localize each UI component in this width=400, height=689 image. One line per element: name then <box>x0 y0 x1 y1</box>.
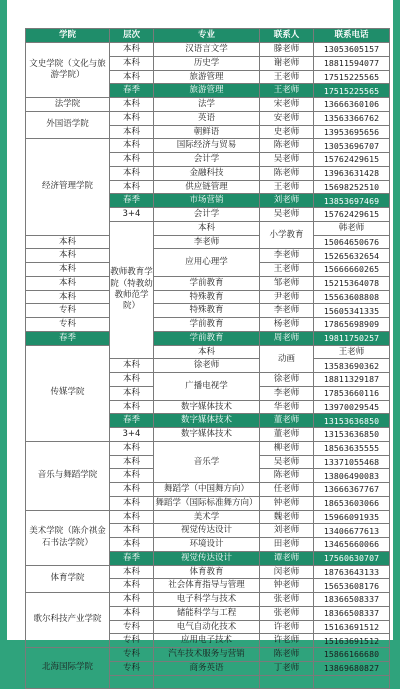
phone-cell: 13963631428 <box>314 166 390 180</box>
phone-cell: 13869680827 <box>314 661 390 675</box>
phone-cell: 18563635555 <box>314 441 390 455</box>
phone-cell: 17560630707 <box>314 551 390 565</box>
level-cell: 专科 <box>110 620 154 634</box>
major-cell: 汽车技术服务与营销 <box>154 648 260 662</box>
contact-cell: 华老师 <box>260 400 314 414</box>
major-cell: 特殊教育 <box>154 290 260 304</box>
major-cell: 会计学 <box>154 153 260 167</box>
phone-cell: 17853660116 <box>314 386 390 400</box>
phone-cell: 13371055468 <box>314 455 390 469</box>
major-cell: 舞蹈学（国际标准舞方向） <box>154 496 260 510</box>
college-cell: 经济管理学院 <box>26 139 110 235</box>
header-phone: 联系电话 <box>314 29 390 43</box>
phone-cell: 15653608176 <box>314 579 390 593</box>
level-cell: 本科 <box>110 125 154 139</box>
contact-cell: 魏老师 <box>260 510 314 524</box>
contact-cell: 王老师 <box>260 180 314 194</box>
major-cell: 舞蹈学（中国舞方向） <box>154 483 260 497</box>
header-contact: 联系人 <box>260 29 314 43</box>
level-cell: 本科 <box>110 386 154 400</box>
contact-cell: 柳老师 <box>260 441 314 455</box>
contact-cell: 董老师 <box>260 414 314 428</box>
table-row <box>26 648 390 662</box>
level-cell: 本科 <box>26 249 110 263</box>
major-cell: 数字媒体技术 <box>154 414 260 428</box>
phone-cell: 15666660265 <box>314 263 390 277</box>
level-cell: 本科 <box>110 166 154 180</box>
table-row <box>26 510 390 524</box>
contact-cell: 陈老师 <box>260 648 314 662</box>
level-cell: 本科 <box>110 56 154 70</box>
college-cell: 体育学院 <box>26 565 110 593</box>
contact-cell: 李老师 <box>154 235 260 249</box>
contact-cell: 钟老师 <box>260 579 314 593</box>
contact-cell: 徐老师 <box>260 373 314 387</box>
major-cell: 美术学 <box>154 510 260 524</box>
contact-cell: 闵老师 <box>260 565 314 579</box>
level-cell: 专科 <box>26 304 110 318</box>
level-cell: 本科 <box>26 263 110 277</box>
major-cell: 商务英语 <box>154 661 260 675</box>
header-major: 专业 <box>154 29 260 43</box>
table-row-spring <box>26 331 390 345</box>
contact-cell: 董老师 <box>260 428 314 442</box>
level-cell: 本科 <box>110 70 154 84</box>
level-cell: 本科 <box>110 400 154 414</box>
major-cell: 会计学 <box>154 208 260 222</box>
major-cell: 电气自动化技术 <box>154 620 260 634</box>
phone-cell: 13806490083 <box>314 469 390 483</box>
phone-cell: 15064650676 <box>314 235 390 249</box>
phone-cell: 15265632654 <box>314 249 390 263</box>
phone-cell: 13666367767 <box>314 483 390 497</box>
level-cell: 本科 <box>154 221 260 235</box>
contact-cell: 吴老师 <box>260 153 314 167</box>
major-cell: 电子科学与技术 <box>154 593 260 607</box>
phone-cell: 15966091935 <box>314 510 390 524</box>
level-cell: 本科 <box>110 359 154 373</box>
contact-cell: 王老师 <box>260 84 314 98</box>
phone-cell: 17515225565 <box>314 84 390 98</box>
phone-cell: 18763643133 <box>314 565 390 579</box>
phone-cell: 15563608808 <box>314 290 390 304</box>
major-cell: 应用电子技术 <box>154 634 260 648</box>
level-cell: 本科 <box>110 469 154 483</box>
level-cell: 专科 <box>26 318 110 332</box>
contact-cell: 王老师 <box>314 345 390 359</box>
phone-cell: 18366508337 <box>314 606 390 620</box>
phone-cell: 17515225565 <box>314 70 390 84</box>
level-cell: 本科 <box>110 180 154 194</box>
major-cell: 数字媒体技术 <box>154 400 260 414</box>
phone-cell <box>314 675 390 689</box>
major-cell: 应用心理学 <box>154 249 260 277</box>
contact-cell: 安老师 <box>260 111 314 125</box>
contact-cell: 周老师 <box>260 331 314 345</box>
contact-cell: 陈老师 <box>260 166 314 180</box>
contact-cell: 史老师 <box>260 125 314 139</box>
contact-cell: 王老师 <box>260 263 314 277</box>
level-cell: 春季 <box>110 414 154 428</box>
contact-cell: 宋老师 <box>260 98 314 112</box>
contact-cell: 滕老师 <box>260 43 314 57</box>
phone-cell: 15163691512 <box>314 634 390 648</box>
contact-cell: 李老师 <box>260 249 314 263</box>
contact-cell <box>260 675 314 689</box>
major-cell: 英语 <box>154 111 260 125</box>
level-cell: 本科 <box>110 565 154 579</box>
major-cell: 视觉传达设计 <box>154 524 260 538</box>
table-row <box>26 139 390 153</box>
table-row <box>26 98 390 112</box>
college-cell: 传媒学院 <box>26 345 110 441</box>
contact-cell: 李老师 <box>260 304 314 318</box>
phone-cell: 13666360106 <box>314 98 390 112</box>
major-cell: 供应链管理 <box>154 180 260 194</box>
level-cell: 本科 <box>110 483 154 497</box>
major-cell: 广播电视学 <box>154 373 260 401</box>
major-cell: 数字媒体技术 <box>154 428 260 442</box>
level-cell: 本科 <box>110 593 154 607</box>
major-cell: 小学教育 <box>260 221 314 249</box>
table-row <box>26 276 390 290</box>
level-cell: 春季 <box>110 84 154 98</box>
level-cell: 本科 <box>110 496 154 510</box>
phone-cell: 13053605157 <box>314 43 390 57</box>
major-cell: 汉语言文学 <box>154 43 260 57</box>
contact-cell: 邹老师 <box>260 276 314 290</box>
table-row <box>26 235 390 249</box>
phone-cell: 19811750257 <box>314 331 390 345</box>
level-cell: 本科 <box>154 345 260 359</box>
contact-cell: 钟老师 <box>260 496 314 510</box>
contact-cell: 田老师 <box>260 538 314 552</box>
college-cell: 美术学院（陈介祺金石书法学院） <box>26 510 110 565</box>
phone-cell: 13583690362 <box>314 359 390 373</box>
major-cell: 环境设计 <box>154 538 260 552</box>
major-cell: 视觉传达设计 <box>154 551 260 565</box>
level-cell: 本科 <box>110 441 154 455</box>
table-row <box>26 304 390 318</box>
major-cell: 体育教育 <box>154 565 260 579</box>
contact-cell: 许老师 <box>260 620 314 634</box>
level-cell: 专科 <box>110 648 154 662</box>
table-row <box>26 318 390 332</box>
phone-cell: 15163691512 <box>314 620 390 634</box>
phone-cell: 13153636850 <box>314 428 390 442</box>
level-cell: 本科 <box>110 455 154 469</box>
level-cell: 本科 <box>110 153 154 167</box>
major-cell: 动画 <box>260 345 314 373</box>
table-row <box>26 565 390 579</box>
contact-cell: 尹老师 <box>260 290 314 304</box>
major-cell: 金融科技 <box>154 166 260 180</box>
phone-cell: 13153636850 <box>314 414 390 428</box>
college-cell: 北海国际学院 <box>26 648 110 689</box>
contact-cell: 许老师 <box>260 634 314 648</box>
table-body <box>26 43 390 689</box>
level-cell: 本科 <box>110 111 154 125</box>
header-row <box>26 29 390 43</box>
level-cell: 专科 <box>110 634 154 648</box>
phone-cell: 18366508337 <box>314 593 390 607</box>
contact-cell: 谢老师 <box>260 56 314 70</box>
phone-cell: 15762429615 <box>314 208 390 222</box>
level-cell: 本科 <box>110 579 154 593</box>
document-page <box>7 0 393 674</box>
phone-cell: 18653603066 <box>314 496 390 510</box>
major-cell: 储能科学与工程 <box>154 606 260 620</box>
phone-cell: 13563366762 <box>314 111 390 125</box>
contact-table <box>25 28 390 689</box>
phone-cell: 15698252510 <box>314 180 390 194</box>
major-cell: 法学 <box>154 98 260 112</box>
major-cell: 国际经济与贸易 <box>154 139 260 153</box>
phone-cell: 13953695656 <box>314 125 390 139</box>
level-cell: 本科 <box>26 290 110 304</box>
contact-cell: 任老师 <box>260 483 314 497</box>
level-cell: 本科 <box>110 524 154 538</box>
major-cell: 朝鲜语 <box>154 125 260 139</box>
college-cell: 法学院 <box>26 98 110 112</box>
college-cell: 歌尔科技产业学院 <box>26 593 110 648</box>
level-cell: 专科 <box>110 661 154 675</box>
phone-cell: 18811329187 <box>314 373 390 387</box>
contact-cell: 张老师 <box>260 593 314 607</box>
contact-cell: 刘老师 <box>260 194 314 208</box>
header-level: 层次 <box>110 29 154 43</box>
level-cell: 本科 <box>26 235 110 249</box>
major-cell: 学前教育 <box>154 331 260 345</box>
table-row <box>26 43 390 57</box>
level-cell: 本科 <box>110 373 154 387</box>
contact-cell: 王老师 <box>260 70 314 84</box>
phone-cell: 17865698909 <box>314 318 390 332</box>
phone-cell: 13465660066 <box>314 538 390 552</box>
level-cell: 春季 <box>110 194 154 208</box>
level-cell: 本科 <box>110 139 154 153</box>
contact-cell: 吴老师 <box>260 208 314 222</box>
phone-cell: 13853697469 <box>314 194 390 208</box>
contact-cell: 谭老师 <box>260 551 314 565</box>
major-cell: 学前教育 <box>154 318 260 332</box>
contact-cell: 丁老师 <box>260 661 314 675</box>
level-cell: 3+4 <box>110 208 154 222</box>
phone-cell: 15215364078 <box>314 276 390 290</box>
major-cell: 旅游管理 <box>154 84 260 98</box>
phone-cell: 13053696707 <box>314 139 390 153</box>
table-row <box>26 249 390 263</box>
header-college: 学院 <box>26 29 110 43</box>
level-cell: 本科 <box>110 606 154 620</box>
level-cell: 本科 <box>110 538 154 552</box>
contact-cell: 韩老师 <box>314 221 390 235</box>
level-cell: 本科 <box>110 43 154 57</box>
college-cell: 外国语学院 <box>26 111 110 139</box>
phone-cell: 13970029545 <box>314 400 390 414</box>
level-cell: 3+4 <box>110 428 154 442</box>
college-cell: 文史学院（文化与旅游学院） <box>26 43 110 98</box>
level-cell: 本科 <box>26 276 110 290</box>
level-cell: 春季 <box>110 551 154 565</box>
table-row <box>26 593 390 607</box>
contact-cell: 吴老师 <box>260 455 314 469</box>
major-cell: 市场营销 <box>154 194 260 208</box>
major-cell: 旅游管理 <box>154 70 260 84</box>
major-cell: 学前教育 <box>154 276 260 290</box>
major-cell: 特殊教育 <box>154 304 260 318</box>
major-cell: 社会体育指导与管理 <box>154 579 260 593</box>
contact-cell: 张老师 <box>260 606 314 620</box>
table-row <box>26 441 390 455</box>
table-row <box>26 111 390 125</box>
major-cell: 历史学 <box>154 56 260 70</box>
contact-cell: 刘老师 <box>260 524 314 538</box>
phone-cell: 15605341335 <box>314 304 390 318</box>
level-cell: 本科 <box>110 98 154 112</box>
contact-cell: 李老师 <box>260 386 314 400</box>
college-cell: 教师教育学院（特教幼教师范学院） <box>110 221 154 359</box>
contact-cell: 杨老师 <box>260 318 314 332</box>
level-cell <box>110 675 154 689</box>
contact-cell: 徐老师 <box>154 359 260 373</box>
level-cell: 本科 <box>110 510 154 524</box>
contact-cell: 陈老师 <box>260 469 314 483</box>
major-cell <box>154 675 260 689</box>
contact-cell: 陈老师 <box>260 139 314 153</box>
table-row <box>26 345 390 359</box>
phone-cell: 15866166680 <box>314 648 390 662</box>
level-cell: 春季 <box>26 331 110 345</box>
major-cell: 音乐学 <box>154 441 260 482</box>
phone-cell: 15762429615 <box>314 153 390 167</box>
college-cell: 音乐与舞蹈学院 <box>26 441 110 510</box>
table-row <box>26 290 390 304</box>
phone-cell: 13406677613 <box>314 524 390 538</box>
phone-cell: 18811594077 <box>314 56 390 70</box>
